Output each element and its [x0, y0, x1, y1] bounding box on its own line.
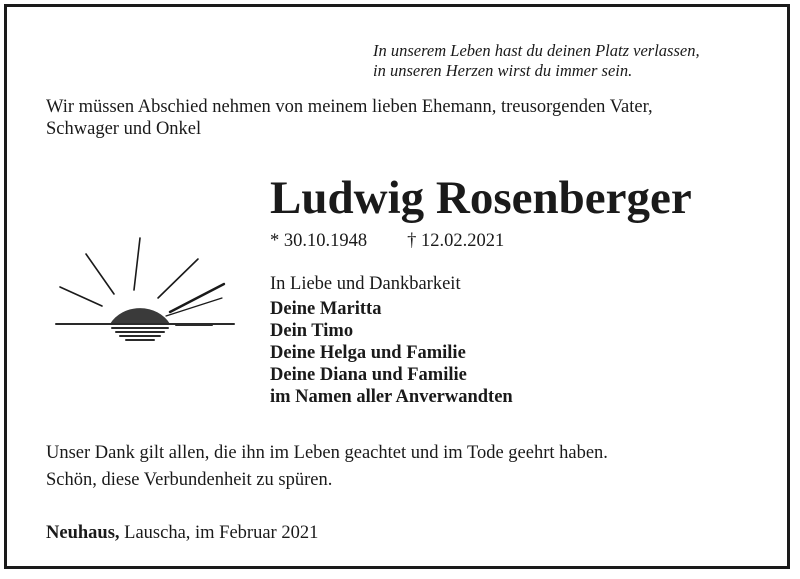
mourners-list [270, 298, 513, 408]
mourner-item: Deine Helga und Familie [270, 343, 466, 363]
setting-sun-icon [52, 232, 238, 346]
death-date: † 12.02.2021 [407, 231, 505, 251]
intro-line-2: Schwager und Onkel [46, 119, 202, 139]
place-town: Neuhaus, [46, 523, 120, 543]
life-dates [270, 229, 504, 253]
mourner-item: im Namen aller Anverwandten [270, 387, 513, 407]
intro-line-1: Wir müssen Abschied nehmen von meinem lieben Ehemann, treusorgenden Vater, [46, 97, 653, 117]
mourner-item: Deine Maritta [270, 299, 382, 319]
motto-line-1: In unserem Leben hast du deinen Platz verlassen, [373, 41, 700, 60]
intro-text [46, 96, 766, 140]
motto-line-2: in unseren Herzen wirst du immer sein. [373, 61, 633, 80]
motto [373, 41, 773, 81]
thanks-line-2: Schön, diese Verbundenheit zu spüren. [46, 470, 333, 490]
thanks-text [46, 440, 766, 494]
place-rest: Lauscha, im Februar 2021 [124, 523, 319, 543]
birth-date: * 30.10.1948 [270, 231, 368, 251]
mourner-item: Dein Timo [270, 321, 354, 341]
mourner-item: Deine Diana und Familie [270, 365, 467, 385]
gratitude-line: In Liebe und Dankbarkeit [270, 274, 461, 294]
thanks-line-1: Unser Dank gilt allen, die ihn im Leben geachtet und im Tode geehrt haben. [46, 443, 608, 463]
place-date [46, 521, 318, 545]
deceased-name: Ludwig Rosenberger [270, 172, 692, 224]
